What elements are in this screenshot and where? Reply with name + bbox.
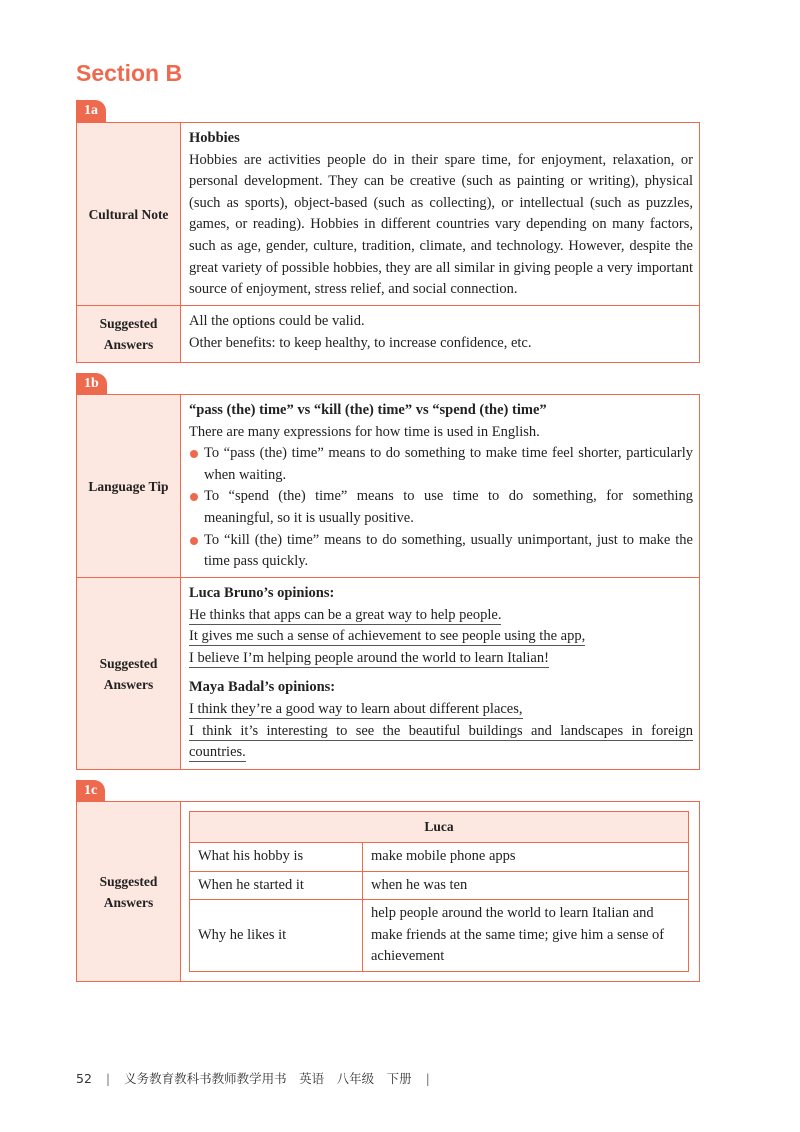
page-footer (76, 1069, 440, 1087)
luca-answer: He thinks that apps can be a great way to help people. (189, 606, 502, 623)
tab-1b: 1b (76, 373, 107, 395)
footer-divider: | (105, 1071, 111, 1086)
cultural-note-title: Hobbies (189, 130, 240, 146)
answers-label-1b (77, 578, 181, 769)
tip-list (189, 443, 693, 573)
table-cell-answer: when he was ten (363, 871, 689, 900)
maya-answer: I think it’s interesting to see the beautiful buildings and landscapes in foreign countries. (189, 722, 693, 761)
tip-item (189, 486, 693, 529)
table-row (190, 871, 689, 900)
book-title: 义务教育教科书教师教学用书 英语 八年级 下册 (124, 1071, 412, 1086)
maya-heading: Maya Badal’s opinions: (189, 679, 336, 696)
answers-row-1c (77, 802, 699, 981)
table-cell-question: What his hobby is (190, 843, 363, 872)
tip-text: To “pass (the) time” means to do something to make time feel shorter, particularly when waiting. (204, 445, 693, 483)
table-row (190, 900, 689, 972)
answers-label-word-1: Suggested (99, 316, 158, 331)
bullet-icon (190, 450, 198, 458)
luca-answer: It gives me such a sense of achievement to see people using the app, (189, 628, 586, 645)
table-cell-question: When he started it (190, 871, 363, 900)
tip-text: To “kill (the) time” means to do something, usually unimportant, just to make the time pass quickly. (204, 531, 693, 570)
luca-table (189, 811, 689, 972)
language-tip-content (181, 395, 699, 577)
block-1b (76, 394, 700, 770)
bullet-icon (190, 493, 198, 501)
footer-divider: | (425, 1071, 430, 1086)
answers-label-word-1: Suggested (99, 873, 158, 889)
language-tip-row (77, 395, 699, 577)
cultural-note-row (77, 123, 699, 305)
answers-row-1b (77, 577, 699, 769)
answers-label-word-2: Answers (103, 894, 154, 910)
tab-1c: 1c (76, 780, 105, 802)
table-header: Luca (190, 812, 689, 843)
language-tip-title: “pass (the) time” vs “kill (the) time” vs “spend (the) time” (189, 402, 547, 418)
table-row (190, 843, 689, 872)
page-number: 52 (76, 1071, 92, 1086)
maya-answer: I think they’re a good way to learn about different places, (189, 700, 523, 717)
tab-1a: 1a (76, 100, 106, 122)
answer-line: All the options could be valid. (189, 313, 365, 329)
cultural-note-text: Hobbies are activities people do in their spare time, for enjoyment, relaxation, or personal development. They can be creative (such as painting or writing), physical (such as sports), object-based (such as collecting), or intellectual (such as puzzles, games, or reading). Hobbies in different countries vary depending on many factors, such as age, gender, culture, tradition, climate, and technology. However, despite the great variety of possible hobbies, they are all similar in giving people a very important source of enjoyment, stress relief, and social connection. (189, 151, 693, 298)
luca-heading: Luca Bruno’s opinions: (189, 585, 335, 601)
bullet-icon (190, 537, 198, 545)
table-cell-question: Why he likes it (190, 900, 363, 972)
answers-label-word-1: Suggested (99, 655, 158, 671)
answers-content-1a (181, 306, 699, 362)
block-1a (76, 122, 700, 363)
answers-content-1c (181, 802, 699, 981)
tip-item (189, 530, 693, 573)
answers-label-word-2: Answers (103, 676, 154, 692)
table-cell-answer: make mobile phone apps (363, 843, 689, 872)
answers-content-1b (181, 578, 699, 769)
tip-text: To “spend (the) time” means to use time to do something, for something meaningful, so it is usually positive. (204, 488, 693, 526)
tip-item (189, 443, 693, 486)
language-tip-label: Language Tip (77, 395, 181, 577)
answer-line: Other benefits: to keep healthy, to increase confidence, etc. (189, 334, 532, 351)
answers-label-word-2: Answers (103, 337, 154, 352)
table-cell-answer: help people around the world to learn Italian and make friends at the same time; give him a sense of achievement (363, 900, 689, 972)
cultural-note-content (181, 123, 699, 305)
answers-row-1a (77, 305, 699, 362)
block-1c (76, 801, 700, 982)
luca-answer: I believe I’m helping people around the world to learn Italian! (189, 649, 549, 666)
language-tip-intro: There are many expressions for how time is used in English. (189, 423, 540, 440)
cultural-note-label: Cultural Note (77, 123, 181, 305)
section-title: Section B (76, 60, 183, 86)
answers-label-1a (77, 306, 181, 362)
answers-label-1c (77, 802, 181, 981)
